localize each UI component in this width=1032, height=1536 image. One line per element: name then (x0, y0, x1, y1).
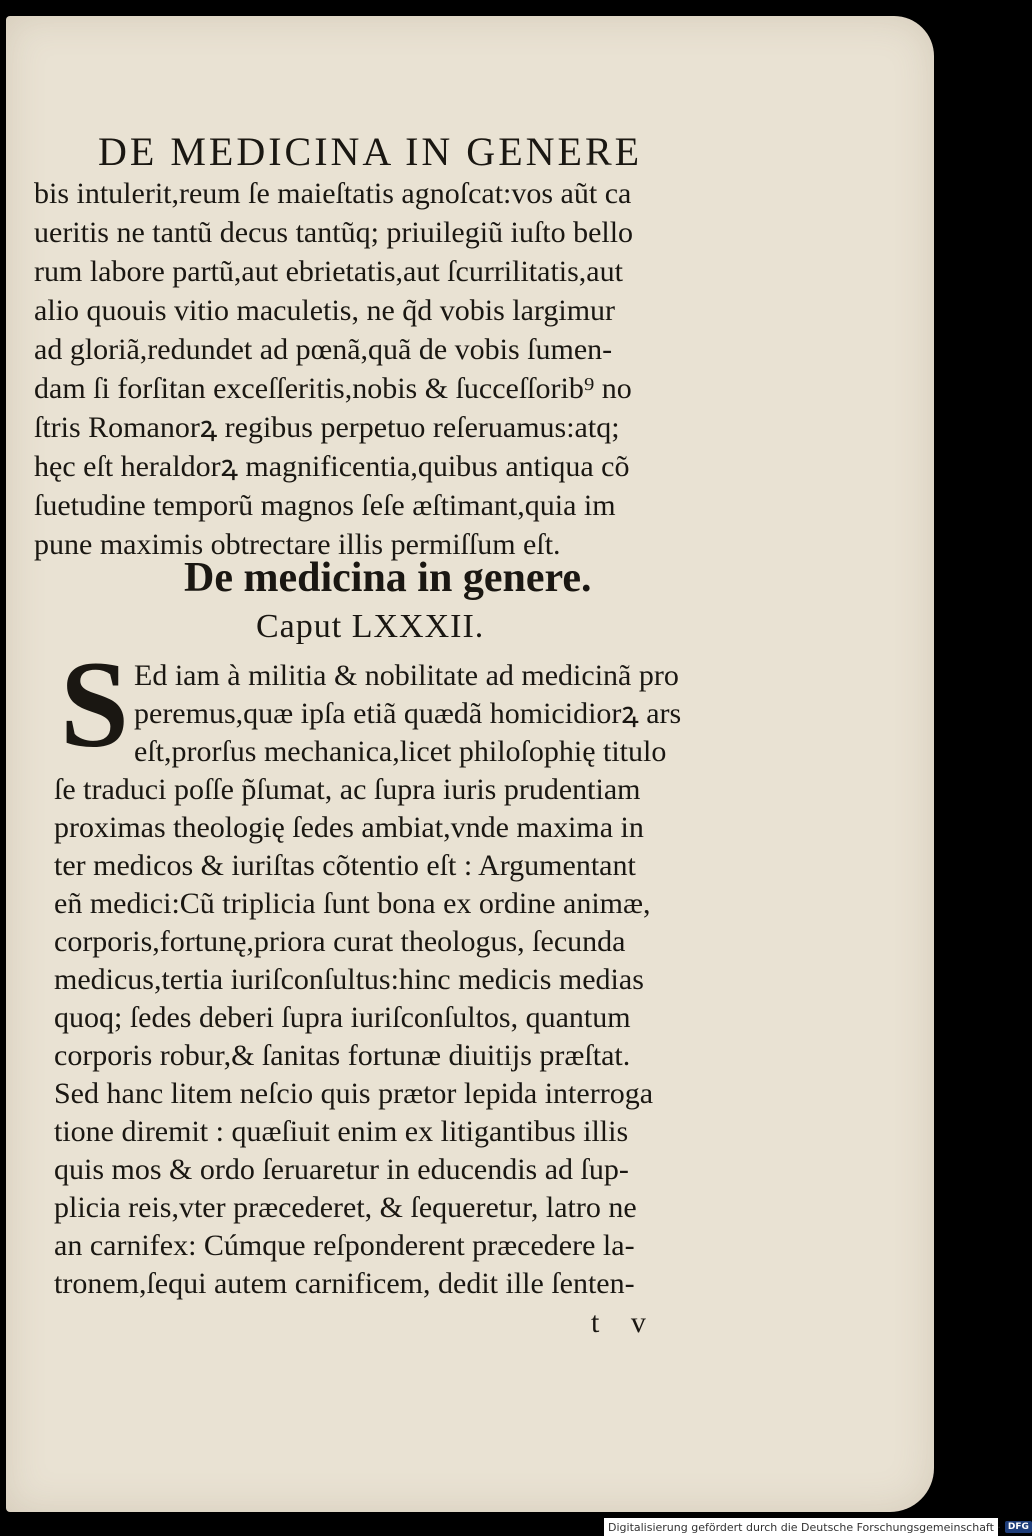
running-head: DE MEDICINA IN GENERE (98, 129, 643, 174)
text-line: ſtris Romanorꝝ regibus perpetuo reſeruamus:atq; (34, 411, 620, 444)
text-line: ter medicos & iuriſtas cõtentio eſt : Argumentant (54, 849, 636, 882)
text-line: ad gloriã,redundet ad pœnã,quã de vobis ſumen- (34, 333, 613, 366)
text-line: corporis robur,& ſanitas fortunæ diuitijs præſtat. (54, 1039, 631, 1072)
digitization-footer (604, 1518, 1029, 1536)
chapter-heading: De medicina in genere. (184, 555, 592, 601)
text-line: quis mos & ordo ſeruaretur in educendis ad ſup- (54, 1153, 629, 1186)
text-line: bis intulerit,reum ſe maieſtatis agnoſcat:vos aũt ca (34, 177, 632, 210)
text-line: medicus,tertia iuriſconſultus:hinc medicis medias (54, 963, 644, 996)
text-line: tione diremit : quæſiuit enim ex litigantibus illis (54, 1115, 629, 1148)
signature-mark: t v (591, 1306, 658, 1339)
text-line: proximas theologię ſedes ambiat,vnde maxima in (54, 811, 644, 844)
text-line: peremus,quæ ipſa etiã quædã homicidiorꝝ ars (134, 697, 682, 730)
text-line: ueritis ne tantũ decus tantũq; priuilegiũ iuſto bello (34, 216, 634, 249)
text-line: eſt,prorſus mechanica,licet philoſophię titulo (134, 735, 667, 768)
text-line: rum labore partũ,aut ebrietatis,aut ſcurrilitatis,aut (34, 255, 623, 288)
text-line: alio quouis vitio maculetis, ne q̃d vobis largimur (34, 294, 616, 327)
text-line: an carnifex: Cúmque reſponderent præcedere la- (54, 1229, 635, 1262)
drop-cap: S (60, 636, 129, 773)
text-line: pune maximis obtrectare illis permiſſum eſt. (34, 528, 561, 561)
text-line: Sed hanc litem neſcio quis prætor lepida interroga (54, 1077, 654, 1110)
text-line: quoq; ſedes deberi ſupra iuriſconſultos, quantum (54, 1001, 631, 1034)
dfg-logo: DFG (1005, 1521, 1032, 1533)
footer-credit: Digitalisierung gefördert durch die Deutsche Forschungsgemeinschaft · (608, 1520, 1001, 1534)
text-line: corporis,fortunę,priora curat theologus, ſecunda (54, 925, 626, 958)
text-line: eñ medici:Cũ triplicia ſunt bona ex ordine animæ, (54, 887, 651, 920)
text-line: plicia reis,vter præcederet, & ſequeretur, latro ne (54, 1191, 637, 1224)
chapter-number: Caput LXXXII. (256, 608, 485, 645)
text-line: ſuetudine temporũ magnos ſeſe æſtimant,quia im (34, 489, 616, 522)
text-line: dam ſi forſitan exceſſeritis,nobis & ſucceſſorib⁹ no (34, 372, 632, 405)
page-content (6, 16, 934, 1512)
text-line: ſe traduci poſſe p̃ſumat, ac ſupra iuris prudentiam (54, 773, 641, 806)
text-line: hęc eſt heraldorꝝ magnificentia,quibus antiqua cõ (34, 450, 630, 483)
text-line: Ed iam à militia & nobilitate ad medicinã pro (134, 659, 679, 692)
book-page (6, 16, 934, 1512)
text-line: tronem,ſequi autem carnificem, dedit ille ſenten- (54, 1267, 635, 1300)
